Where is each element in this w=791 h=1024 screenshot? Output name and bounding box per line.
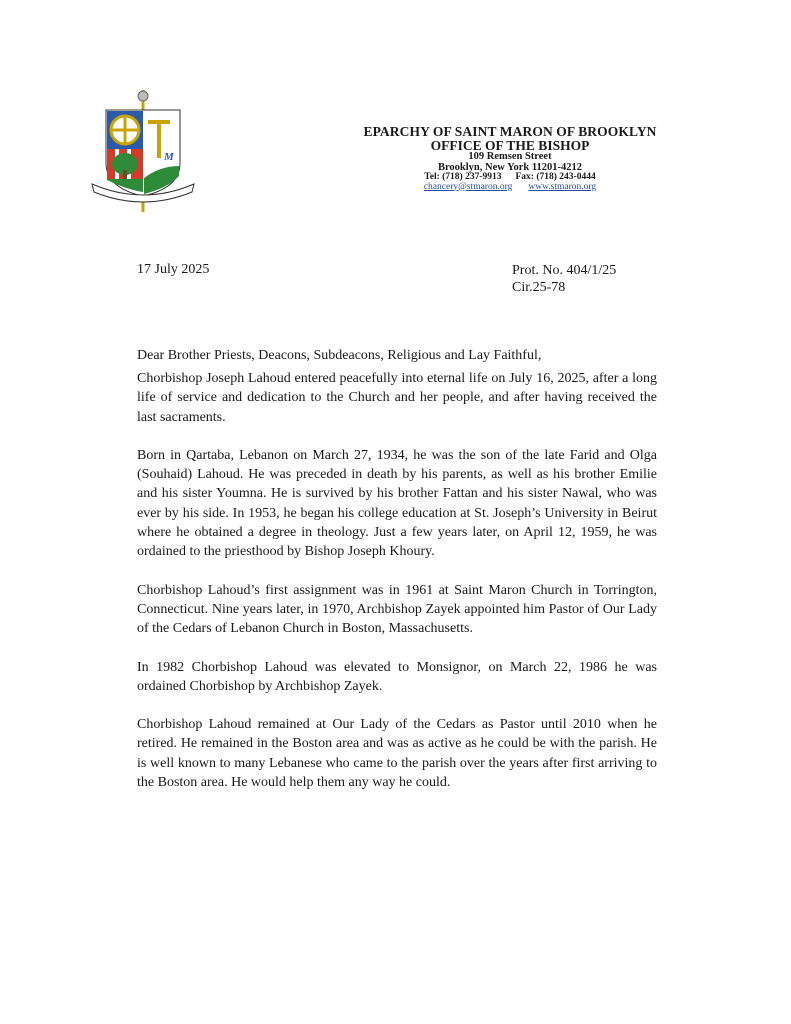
email-link[interactable]: chancery@stmaron.org xyxy=(423,181,513,192)
paragraph: Chorbishop Lahoud’s first assignment was in 1961 at Saint Maron Church in Torrington, Connecticut. Nine years later, in 1970, Archbishop Zayek appointed him Pastor of Our Lady of the Cedars of Lebanon Church in Boston, Massachusetts. xyxy=(137,582,657,637)
organization-name: EPARCHY OF SAINT MARON OF BROOKLYN xyxy=(363,124,657,139)
contact-links xyxy=(360,183,660,193)
fax: Fax: (718) 243-0444 xyxy=(515,172,596,182)
telephone: Tel: (718) 237-9913 xyxy=(424,172,502,182)
protocol-number: Prot. No. 404/1/25 xyxy=(512,263,617,278)
circular-number: Cir.25-78 xyxy=(512,280,566,295)
letter-date: 17 July 2025 xyxy=(137,262,210,277)
office-name: OFFICE OF THE BISHOP xyxy=(430,137,590,153)
website-link[interactable]: www.stmaron.org xyxy=(528,181,597,192)
paragraph: In 1982 Chorbishop Lahoud was elevated to Monsignor, on March 22, 1986 he was ordained Chorbishop by Archbishop Zayek. xyxy=(137,659,657,694)
protocol-block xyxy=(512,262,616,296)
paragraph: Chorbishop Lahoud remained at Our Lady of the Cedars as Pastor until 2010 when he retired. He remained in the Boston area and was as active as he could be with the parish. He is well known to many Lebanese who came to the parish over the years after first arriving to the Boston area. He would help them any way he could. xyxy=(137,717,657,791)
svg-text:M: M xyxy=(164,151,174,163)
paragraph: Chorbishop Joseph Lahoud entered peacefully into eternal life on July 16, 2025, after a long life of service and dedication to the Church and her people, and after having received the last sacraments. xyxy=(137,371,657,425)
salutation: Dear Brother Priests, Deacons, Subdeacons, Religious and Lay Faithful, xyxy=(137,348,542,363)
coat-of-arms-icon xyxy=(88,88,198,208)
city-address: Brooklyn, New York 11201-4212 xyxy=(437,161,583,173)
paragraph: Born in Qartaba, Lebanon on March 27, 1934, he was the son of the late Farid and Olga (Souhaid) Lahoud. He was preceded in death by his parents, as well as his brother Emilie and his sister Youmna. He is survived by his brother Fattan and his sister Nawal, who was ever by his side. In 1953, he began his college education at St. Joseph’s University in Beirut where he obtained a degree in theology. Just a few years later, on April 12, 1959, he was ordained to the priesthood by Bishop Joseph Khoury. xyxy=(137,447,657,560)
street-address: 109 Remsen Street xyxy=(468,151,552,162)
letter-body xyxy=(137,369,657,811)
letterhead xyxy=(360,125,660,192)
